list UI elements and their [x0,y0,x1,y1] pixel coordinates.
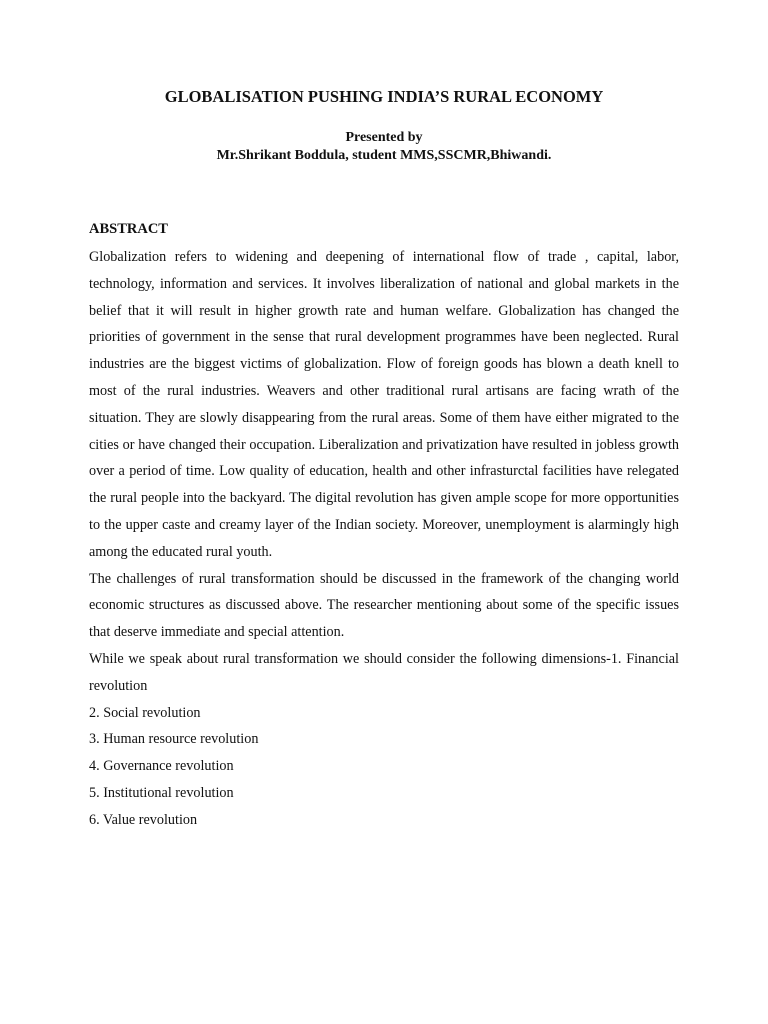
abstract-heading: ABSTRACT [89,221,168,237]
list-item: 4. Governance revolution [89,758,234,775]
list-item: 6. Value revolution [89,811,198,828]
paragraph-dimensions: While we speak about rural transformation we should consider the following dimensions-1. Financial revolution [89,650,679,694]
paragraph-challenges: The challenges of rural transformation should be discussed in the framework of the changing world economic structures as discussed above. The researcher mentioning about some of the specific issues that deserve immediate and special attention. [89,570,679,641]
presented-by-label: Presented by [345,130,423,145]
abstract-body [89,244,679,834]
paragraph-globalization: Globalization refers to widening and deepening of international flow of trade , capital, labor, technology, information and services. It involves liberalization of national and global markets in the belief that it will result in higher growth rate and human welfare. Globalization has changed the priorities of government in the sense that rural development programmes have been neglected. Rural industries are the biggest victims of globalization. Flow of foreign goods has blown a death knell to most of the rural industries. Weavers and other traditional rural artisans are facing wrath of the situation. They are slowly disappearing from the rural areas. Some of them have either migrated to the cities or have changed their occupation. Liberalization and privatization have resulted in jobless growth over a period of time. Low quality of education, health and other infrasturctal facilities have relegated the rural people into the backyard. The digital revolution has given ample scope for more opportunities to the upper caste and creamy layer of the Indian society. Moreover, unemployment is alarmingly high among the educated rural youth. [89,249,679,560]
document-title: GLOBALISATION PUSHING INDIA’S RURAL ECONOMY [164,87,604,106]
author-line: Mr.Shrikant Boddula, student MMS,SSCMR,Bhiwandi. [216,148,552,163]
list-item: 2. Social revolution [89,704,201,721]
list-item: 3. Human resource revolution [89,731,259,748]
list-item: 5. Institutional revolution [89,784,234,801]
